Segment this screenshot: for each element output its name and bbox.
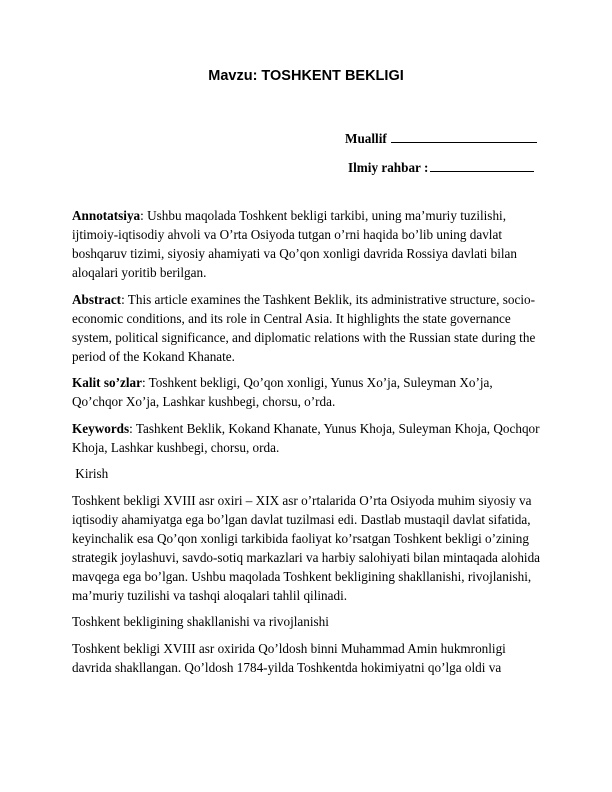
advisor-label: Ilmiy rahbar :	[348, 160, 429, 175]
keywords-en-paragraph	[72, 419, 542, 457]
abstract-text: : This article examines the Tashkent Beklik, its administrative structure, socio-economic conditions, and its role in Central Asia. It highlights the state governance system, political significance, and diplomatic relations with the Russian state during the period of the Kokand Khanate.	[72, 291, 536, 364]
author-field	[345, 130, 550, 147]
intro-heading: Kirish	[72, 466, 109, 481]
author-label: Muallif	[345, 131, 387, 146]
page-title: Mavzu: TOSHKENT BEKLIGI	[208, 68, 404, 84]
keywords-uz-paragraph	[72, 373, 542, 411]
keywords-en-label: Keywords	[72, 420, 130, 436]
intro-paragraph: Toshkent bekligi XVIII asr oxiri – XIX asr o’rtalarida O’rta Osiyoda muhim siyosiy va iqtisodiy ahamiyatga ega bo’lgan davlat tuzilmasi edi. Dastlab mustaqil davlat sifatida, keyinchalik esa Qo’qon xonligi tarkibida faoliyat ko’rsatgan Toshkent bekligi o’zining strategik joylashuvi, savdo-sotiq markazlari va harbiy salohiyati bilan mintaqada alohida mavqega ega bo’lgan. Ushbu maqolada Toshkent bekligining shakllanishi, rivojlanishi, ma’muriy tuzilishi va tashqi aloqalari tahlil qilinadi.	[72, 492, 541, 603]
annotation-paragraph	[72, 206, 542, 282]
keywords-uz-text: : Toshkent bekligi, Qo’qon xonligi, Yunus Xo’ja, Suleyman Xo’ja, Qo’chqor Xo’ja, Lashkar kushbegi, chorsu, o’rda.	[72, 375, 493, 409]
abstract-paragraph	[72, 290, 542, 366]
section1-paragraph: Toshkent bekligi XVIII asr oxirida Qo’ldosh binni Muhammad Amin hukmronligi davrida shakllangan. Qo’ldosh 1784-yilda Toshkentda hokimiyatni qo’lga oldi va	[72, 640, 506, 675]
abstract-label: Abstract	[72, 291, 122, 307]
keywords-uz-label: Kalit so’zlar	[72, 375, 142, 390]
keywords-en-text: : Tashkent Beklik, Kokand Khanate, Yunus Khoja, Suleyman Khoja, Qochqor Khoja, Lashkar kushbegi, chorsu, orda.	[72, 420, 540, 455]
annotation-label: Annotatsiya	[72, 208, 141, 223]
advisor-field	[348, 159, 553, 176]
section1-heading: Toshkent bekligining shakllanishi va rivojlanishi	[72, 614, 329, 629]
author-blank-line	[391, 130, 537, 143]
advisor-blank-line	[430, 159, 534, 172]
annotation-text: : Ushbu maqolada Toshkent bekligi tarkibi, uning ma’muriy tuzilishi, ijtimoiy-iqtisodiy ahvoli va O’rta Osiyoda tutgan o’rni haqida bo’lib uning davlat boshqaruv tizimi, siyosiy ahamiyati va Qo’qon xonligi davrida Rossiya davlati bilan aloqalari yoritib berilgan.	[72, 208, 518, 280]
document-body	[72, 206, 542, 684]
